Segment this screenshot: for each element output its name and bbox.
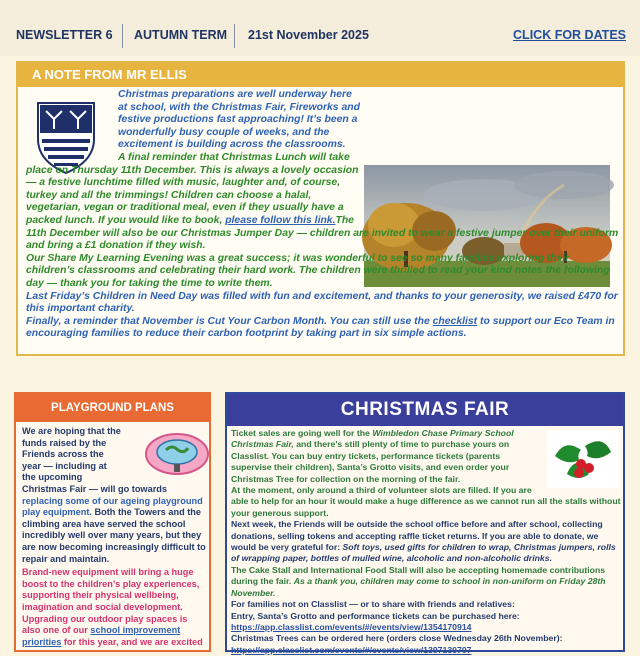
note-paragraph: Finally, a reminder that November is Cut Your Carbon Month. You can still use the checklist to support our Eco Team in encouraging families to reduce their carbon footprint by taking part in six simple actions. bbox=[26, 315, 615, 340]
checklist-link[interactable]: checklist bbox=[432, 315, 478, 327]
playground-paragraph: Brand-new equipment will bring a huge boost to the children’s play experiences, supporting their physical wellbeing, imagination and social development. Upgrading our outdoor play spaces is also one of our school improvement priorities for this year, and we are excited bbox=[22, 567, 203, 647]
note-from-head-section bbox=[16, 61, 625, 356]
fair-paragraph: For families not on Classlist — or to share with friends and relatives: bbox=[231, 599, 515, 610]
note-paragraph: Last Friday’s Children in Need Day was filled with fun and excitement, and thanks to your generosity, we raised £470 for this important charity. bbox=[26, 290, 618, 315]
fair-paragraph: Ticket sales are going well for the Wimbledon Chase Primary School Christmas Fair, and there’s still plenty of time to purchase yours on Classlist. You can buy entry tickets, performance tickets (parents supervise their children), Santa’s Grotto visits, and even order your Christmas Tree for collection on the morning of the fair. bbox=[231, 428, 514, 484]
playground-plans-section bbox=[14, 392, 211, 652]
note-paragraph: A final reminder that Christmas Lunch will take place on Thursday 11th December. This is always a lovely occasion — a festive lunchtime filled with music, laughter and, of course, turkey and all the trimmings! Children can choose a halal, vegetarian, vegan or traditional meal, even if they usually have a packed lunch. If you would like to book, please follow this link.The 11th December will also be our Christmas Jumper Day — children are invited to wear a festive jumper over their uniform and bring a £1 donation if they wish. bbox=[26, 151, 619, 252]
school-improvement-link[interactable]: school improvement priorities bbox=[22, 625, 181, 647]
playground-title: PLAYGROUND PLANS bbox=[16, 394, 209, 422]
newsletter-number: NEWSLETTER 6 bbox=[16, 28, 113, 42]
term-label: AUTUMN TERM bbox=[134, 28, 228, 42]
playground-body: We are hoping that the funds raised by the Friends across the year — including at the upcoming Christmas Fair — will go towards replacing some of our ageing playground play equipment. Both the Towers and the climbing area have served the school incredibly well over many years, but they are now becoming increasingly difficult to repair and maintain. Brand-new equipment will bring a huge boost to the children’s play experiences, supporting their physical wellbeing, imagination and social development. Upgrading our outdoor play spaces is also one of our school improvement priorities for this year, and we are excited bbox=[22, 426, 206, 647]
note-title: A NOTE FROM MR ELLIS bbox=[18, 63, 623, 87]
note-paragraph: Christmas preparations are well underway here at school, with the Christmas Fair, Fireworks and festive productions fast approaching! It’s been a wonderfully busy couple of weeks, and the excitement is building across the classrooms. bbox=[118, 89, 360, 151]
trees-link[interactable]: https://app.classlist.com/events/#/events/view/1397130707 bbox=[231, 644, 472, 655]
tickets-link[interactable]: https://app.classlist.com/events/#/events/view/1354170914 bbox=[231, 621, 472, 632]
fair-paragraph: At the moment, only around a third of volunteer slots are filled. If you are able to help for an hour it would make a huge difference as we cannot run all the stalls without your generous support. bbox=[231, 485, 621, 518]
header-divider bbox=[122, 24, 123, 48]
fair-paragraph: Entry, Santa’s Grotto and performance tickets can be purchased here: bbox=[231, 610, 520, 621]
note-body bbox=[26, 89, 620, 341]
fair-paragraph: Next week, the Friends will be outside the school office before and after school, collecting donations, selling tokens and accepting raffle ticket returns. If you are able to donate, we would be very grateful for: Soft toys, used gifts for children to wrap, Christmas jumpers, rolls of wrapping paper, bottles of mulled wine, alcoholic and non-alcoholic drinks. bbox=[231, 519, 616, 564]
fair-paragraph: The Cake Stall and International Food Stall will also be accepting homemade contributions during the fair. As a thank you, children may come to school in non-uniform on Friday 28th November. bbox=[231, 564, 606, 598]
note-paragraph: Our Share My Learning Evening was a great success; it was wonderful to see so many families exploring their children’s classrooms and celebrating their hard work. The children were thrilled to read your kind notes the following day — thank you for taking the time to write them. bbox=[26, 252, 610, 289]
click-for-dates-link[interactable]: CLICK FOR DATES bbox=[513, 28, 626, 42]
lunch-booking-link[interactable]: please follow this link. bbox=[225, 214, 336, 226]
fair-paragraph: Christmas Trees can be ordered here (orders close Wednesday 26th November): bbox=[231, 633, 563, 644]
newsletter-date: 21st November 2025 bbox=[248, 28, 369, 42]
christmas-fair-title: CHRISTMAS FAIR bbox=[227, 394, 623, 426]
header-divider bbox=[234, 24, 235, 48]
christmas-fair-body bbox=[231, 428, 621, 656]
christmas-fair-section bbox=[225, 392, 625, 655]
